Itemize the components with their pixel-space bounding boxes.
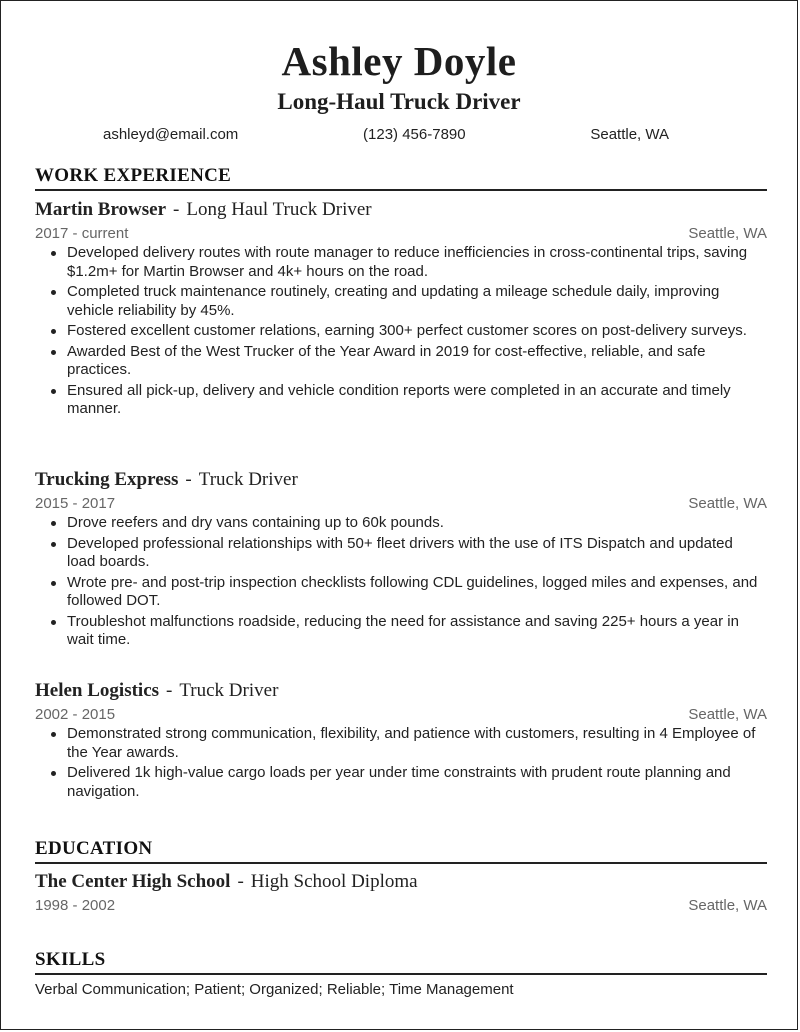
entry-meta [35,705,767,725]
bullet-item: Demonstrated strong communication, flexibility, and patience with customers, resulting in 4 Employee of the Year awards. [67,725,767,762]
company-name: Helen Logistics [35,680,160,701]
section-heading-work: WORK EXPERIENCE [35,165,767,191]
degree-name: High School Diploma [250,871,418,892]
bullet-item: Delivered 1k high-value cargo loads per year under time constraints with prudent route planning and navigation. [67,764,767,801]
bullet-list [35,244,767,419]
entry-dates: 2017 - current [35,225,129,242]
section-heading-skills: SKILLS [35,949,767,975]
entry-dates: 2015 - 2017 [35,495,116,512]
entry-dates: 1998 - 2002 [35,897,116,914]
school-name: The Center High School [35,871,231,892]
bullet-list [35,725,767,801]
entry-heading [35,468,767,492]
entry-location: Seattle, WA [688,706,767,723]
bullet-item: Drove reefers and dry vans containing up to 60k pounds. [67,514,767,533]
entry-dates: 2002 - 2015 [35,706,116,723]
candidate-name: Ashley Doyle [281,38,517,84]
company-name: Martin Browser [35,199,167,220]
contact-row [1,126,797,143]
entry-location: Seattle, WA [688,495,767,512]
contact-phone: (123) 456-7890 [363,126,466,143]
entry-heading [35,870,767,894]
contact-email[interactable]: ashleyd@email.com [103,126,239,143]
education-entry [35,870,767,916]
candidate-title: Long-Haul Truck Driver [277,89,521,114]
work-entry [35,468,767,652]
bullet-item: Ensured all pick-up, delivery and vehicle condition reports were completed in an accurate and timely manner. [67,382,767,419]
bullet-item: Troubleshot malfunctions roadside, reducing the need for assistance and saving 225+ hours a year in wait time. [67,613,767,650]
entry-heading [35,679,767,703]
heading-separator: - [185,469,192,490]
bullet-list [35,514,767,650]
contact-location: Seattle, WA [590,126,669,143]
entry-meta [35,896,767,916]
work-entry [35,198,767,421]
work-entry [35,679,767,803]
bullet-item: Developed professional relationships with 50+ fleet drivers with the use of ITS Dispatch and updated load boards. [67,535,767,572]
heading-separator: - [166,680,173,701]
entry-location: Seattle, WA [688,225,767,242]
bullet-item: Wrote pre- and post-trip inspection checklists following CDL guidelines, logged miles and expenses, and followed DOT. [67,574,767,611]
entry-meta [35,224,767,244]
job-role: Truck Driver [179,680,279,701]
entry-heading [35,198,767,222]
bullet-item: Awarded Best of the West Trucker of the Year Award in 2019 for cost-effective, reliable, and safe practices. [67,343,767,380]
skills-list: Verbal Communication; Patient; Organized; Reliable; Time Management [35,981,514,998]
bullet-item: Developed delivery routes with route manager to reduce inefficiencies in cross-continental trips, saving $1.2m+ for Martin Browser and 4k+ hours on the road. [67,244,767,281]
entry-meta [35,494,767,514]
section-heading-education: EDUCATION [35,838,767,864]
heading-separator: - [173,199,180,220]
entry-location: Seattle, WA [688,897,767,914]
heading-separator: - [237,871,244,892]
bullet-item: Completed truck maintenance routinely, creating and updating a mileage schedule daily, improving vehicle reliability by 45%. [67,283,767,320]
job-role: Truck Driver [198,469,298,490]
company-name: Trucking Express [35,469,179,490]
bullet-item: Fostered excellent customer relations, earning 300+ perfect customer scores on post-delivery surveys. [67,322,767,341]
job-role: Long Haul Truck Driver [186,199,372,220]
